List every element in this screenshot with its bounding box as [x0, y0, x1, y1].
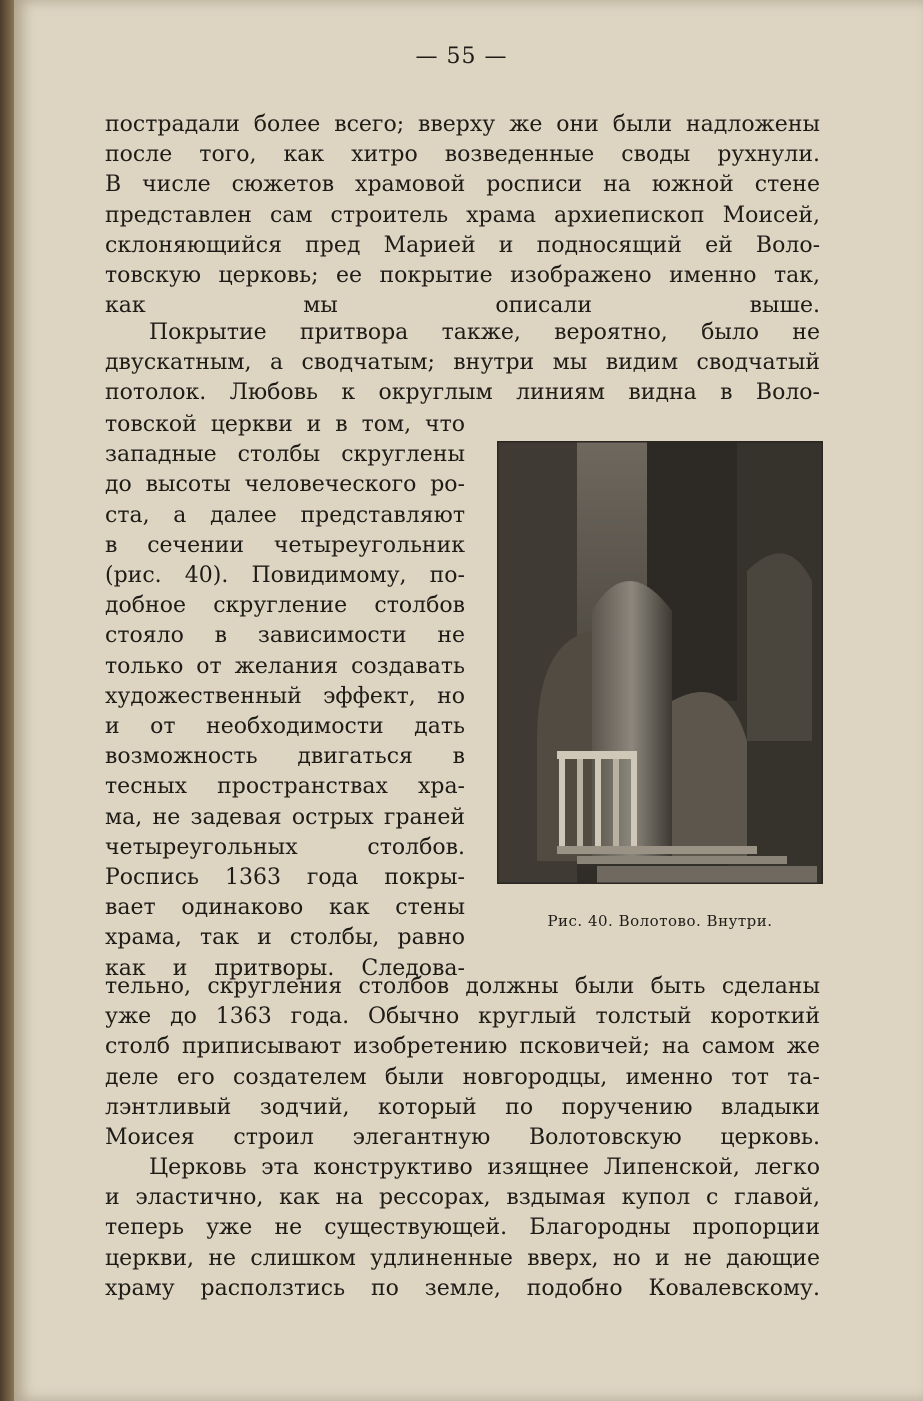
paragraph-2: [105, 318, 820, 409]
text-line: Покрытие притвора также, вероятно, было не: [149, 320, 820, 345]
text-line: теперь уже не существующей. Благородны пропорции: [105, 1215, 820, 1241]
text-line: товской церкви и в том, что: [105, 412, 465, 437]
text-line: храма, так и столбы, равно: [105, 925, 465, 951]
text-line: товскую церковь; ее покрытие изображено именно так,: [105, 263, 820, 289]
text-line: Роспись 1363 года покры-: [105, 865, 465, 891]
text-line: после того, как хитро возведенные своды рухнули.: [105, 142, 820, 168]
text-line: стояло в зависимости не: [105, 623, 465, 649]
text-line: как и притворы. Следова-: [105, 955, 465, 981]
text-line: уже до 1363 года. Обычно круглый толстый короткий: [105, 1004, 820, 1030]
text-line: и эластично, как на рессорах, вздымая купол с главой,: [105, 1185, 820, 1211]
text-line: церкви, не слишком удлиненные вверх, но и не дающие: [105, 1245, 820, 1271]
text-line: деле его создателем были новгородцы, именно тот та-: [105, 1064, 820, 1090]
text-line: и от необходимости дать: [105, 714, 465, 740]
paragraph-3: [105, 1153, 820, 1304]
text-line: представлен сам строитель храма архиепископ Моисей,: [105, 202, 820, 228]
text-line: ста, а далее представляют: [105, 502, 465, 528]
text-line: в сечении четыреугольник: [105, 532, 465, 558]
text-line: лэнтливый зодчий, который по поручению владыки: [105, 1094, 820, 1120]
text-line: ма, не задевая острых граней: [105, 804, 465, 830]
text-line: В числе сюжетов храмовой росписи на южной стене: [105, 172, 820, 198]
text-line: тельно, скругления столбов должны были быть сделаны: [105, 974, 820, 999]
book-spine-shadow: [0, 0, 14, 1401]
text-line: тесных пространствах хра-: [105, 774, 465, 800]
text-line: столб приписывают изобретению псковичей; на самом же: [105, 1034, 820, 1060]
paragraph-1: [105, 110, 820, 321]
text-line: Моисея строил элегантную Волотовскую церковь.: [105, 1125, 820, 1151]
text-line: как мы описали выше.: [105, 293, 820, 319]
text-line: пострадали более всего; вверху же они были надложены: [105, 112, 820, 137]
text-line: добное скругление столбов: [105, 593, 465, 619]
text-line: только от желания создавать: [105, 653, 465, 679]
text-line: потолок. Любовь к округлым линиям видна в Воло-: [105, 380, 820, 406]
text-line: западные столбы скруглены: [105, 442, 465, 468]
figure-caption: Рис. 40. Волотово. Внутри.: [547, 912, 773, 930]
text-line: (рис. 40). Повидимому, по-: [105, 563, 465, 589]
text-line: четыреугольных столбов.: [105, 834, 465, 860]
paragraph-2-tail: [105, 972, 820, 1153]
text-line: до высоты человеческого ро-: [105, 472, 465, 498]
text-line: двускатным, а сводчатым; внутри мы видим сводчатый: [105, 350, 820, 376]
text-line: возможность двигаться в: [105, 744, 465, 770]
page-number: — 55 —: [415, 44, 508, 69]
text-line: художественный эффект, но: [105, 683, 465, 709]
text-line: Церковь эта конструктиво изящнее Липенской, легко: [149, 1155, 820, 1180]
text-line: вает одинаково как стены: [105, 895, 465, 921]
paragraph-2-column: [105, 410, 465, 984]
church-interior-illustration: [497, 441, 823, 884]
text-line: склоняющийся пред Марией и подносящий ей Воло-: [105, 232, 820, 258]
text-line: храму расползтись по земле, подобно Ковалевскому.: [105, 1275, 820, 1301]
church-interior-photo: [497, 441, 823, 884]
